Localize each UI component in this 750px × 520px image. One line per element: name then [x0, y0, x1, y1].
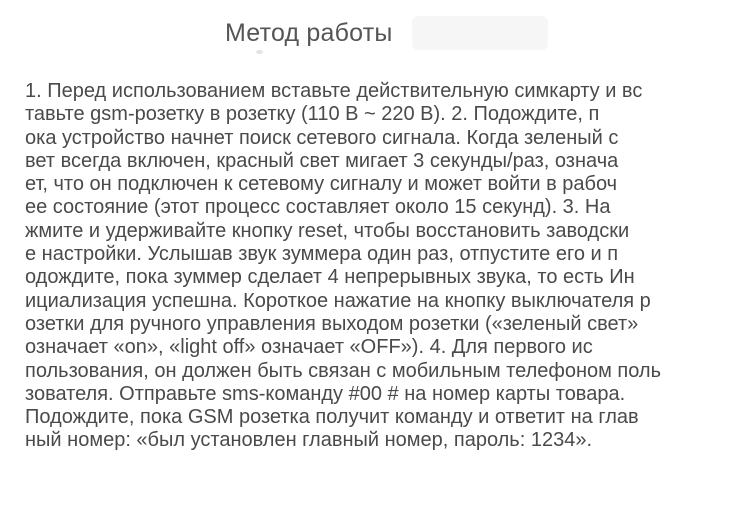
page-title: Метод работы: [225, 19, 393, 47]
text-line: зователя. Отправьте sms-команду #00 # на номер карты товара.: [25, 382, 626, 405]
text-line: е настройки. Услышав звук зуммера один раз, отпустите его и п: [25, 243, 619, 266]
text-line: ее состояние (этот процесс составляет около 15 секунд). 3. На: [25, 196, 611, 219]
text-line: ока устройство начнет поиск сетевого сигнала. Когда зеленый с: [25, 126, 619, 149]
text-line: вет всегда включен, красный свет мигает 3 секунды/раз, означа: [25, 149, 619, 172]
text-line: одождите, пока зуммер сделает 4 непрерывных звука, то есть Ин: [25, 266, 635, 289]
title-area: [0, 14, 750, 54]
instructions-text: [25, 80, 747, 453]
text-line: пользования, он должен быть связан с мобильным телефоном поль: [25, 359, 662, 382]
text-line: жмите и удерживайте кнопку reset, чтобы восстановить заводски: [25, 219, 630, 242]
text-line: тавьте gsm-розетку в розетку (110 В ~ 220 В). 2. Подождите, п: [25, 103, 600, 126]
decorative-dot: [256, 50, 263, 54]
blurred-mark: [412, 16, 548, 50]
text-line: означает «on», «light off» означает «OFF»). 4. Для первого ис: [25, 336, 593, 359]
text-line: 1. Перед использованием вставьте действительную симкарту и вс: [25, 80, 643, 102]
text-line: ициализация успешна. Короткое нажатие на кнопку выключателя р: [25, 289, 651, 312]
text-line: озетки для ручного управления выходом розетки («зеленый свет»: [25, 312, 639, 335]
text-line: ный номер: «был установлен главный номер, пароль: 1234».: [25, 429, 593, 452]
text-line: ет, что он подключен к сетевому сигналу и может войти в рабоч: [25, 173, 618, 196]
text-line: Подождите, пока GSM розетка получит команду и ответит на глав: [25, 406, 639, 429]
